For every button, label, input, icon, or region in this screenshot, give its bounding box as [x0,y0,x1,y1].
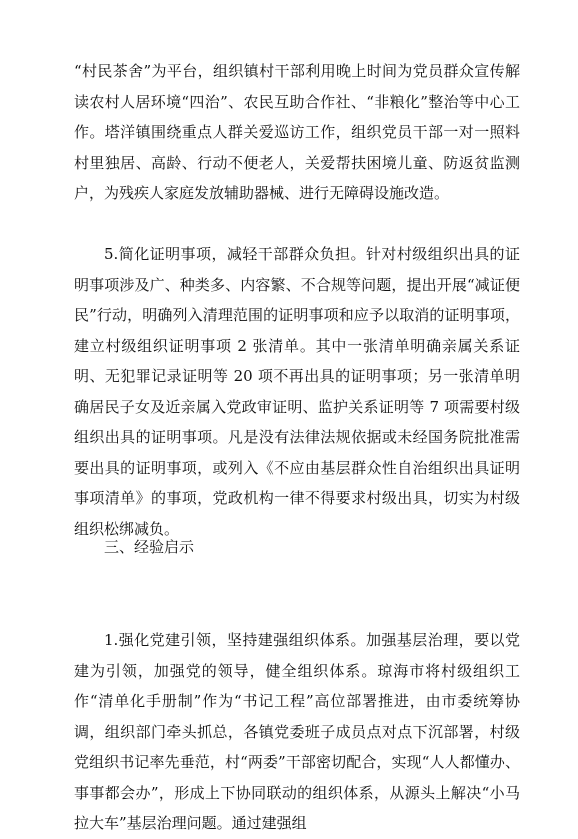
section-heading-3: 三、经验启示 [104,538,195,556]
paragraph-continuation: “村民茶舍”为平台，组织镇村干部利用晚上时间为党员群众宣传解读农村人居环境“四治”、农民互助合作社、“非粮化”整治等中心工作。塔洋镇围绕重点人群关爱巡访工作，组织党员干部一对一照料村里独居、高龄、行动不便老人，关爱帮扶困境儿童、防返贫监测户，为残疾人家庭发放辅助器械、进行无障碍设施改造。 [74,62,520,202]
paragraph-item-1: 1.强化党建引领，坚持建强组织体系。加强基层治理，要以党建为引领，加强党的领导，健全组织体系。琼海市将村级组织工作“清单化手册制”作为“书记工程”高位部署推进，由市委统筹协调，组织部门牵头抓总，各镇党委班子成员点对点下沉部署，村级党组织书记率先垂范，村“两委”干部密切配合，实现“人人都懂办、事事都会办”，形成上下协同联动的组织体系，从源头上解决“小马拉大车”基层治理问题。通过建强组 [74,631,520,832]
paragraph-item-5: 5.简化证明事项，减轻干部群众负担。针对村级组织出具的证明事项涉及广、种类多、内容繁、不合规等问题，提出开展“减证便民”行动，明确列入清理范围的证明事项和应予以取消的证明事项，建立村级组织证明事项 2 张清单。其中一张清单明确亲属关系证明、无犯罪记录证明等 20 项不再出具的证明事项；另一张清单明确居民子女及近亲属入党政审证明、监护关系证明等 7 项需要村级组织出具的证明事项。凡是没有法律法规依据或未经国务院批准需要出具的证明事项，或列入《不应由基层群众性自治组织出具证明事项清单》的事项，党政机构一律不得要求村级出具，切实为村级组织松绑减负。 [74,245,520,538]
